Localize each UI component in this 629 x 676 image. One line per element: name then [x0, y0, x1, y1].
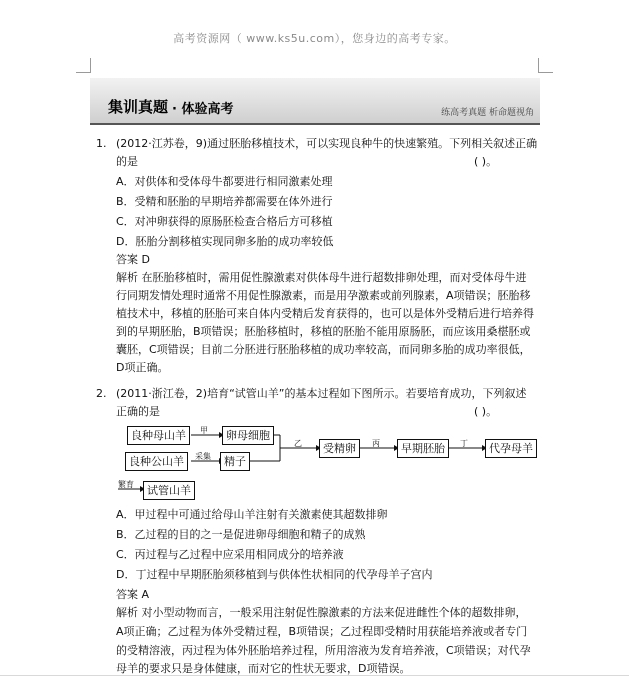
q1-analysis-line: 囊胚，C项错误；目前二分胚进行胚胎移植的成功率较高，而同卵多胎的成功率很低，	[116, 343, 531, 356]
label-birth: 繁育	[118, 480, 134, 489]
q1-stem-line2: 的是	[116, 155, 138, 168]
q1-answer: 答案 D	[116, 253, 150, 266]
box-surrogate: 代孕母羊	[485, 439, 537, 458]
q2-option-a: A．甲过程中可通过给母山羊注射有关激素使其超数排卵	[116, 508, 388, 521]
q1-option-b: B．受精和胚胎的早期培养都需要在体外进行	[116, 195, 333, 208]
label-ding: 丁	[460, 439, 468, 448]
q2-answer: 答案 A	[116, 588, 150, 601]
q1-option-d: D．胚胎分割移植实现同卵多胎的成功率较低	[116, 235, 334, 248]
box-test-tube-goat: 试管山羊	[143, 481, 195, 500]
label-yi: 乙	[294, 439, 302, 448]
section-subtitle: · 体验高考	[172, 102, 234, 117]
label-collect: 采集	[195, 452, 211, 461]
q1-answer-paren: ( )。	[474, 155, 498, 168]
label-jia: 甲	[200, 426, 208, 435]
q1-analysis-line: 解析 在胚胎移植时，需用促性腺激素对供体母牛进行超数排卵处理，而对受体母牛进	[116, 271, 527, 284]
q1-analysis-line: D项正确。	[116, 361, 169, 374]
q2-analysis-line: A项正确；乙过程为体外受精过程，B项错误；乙过程即受精时用获能培养液或者专门	[116, 625, 528, 638]
q1-option-c: C．对冲卵获得的原肠胚检查合格后方可移植	[116, 215, 333, 228]
box-male-goat: 良种公山羊	[125, 452, 188, 471]
q2-stem-line2: 正确的是	[116, 405, 160, 418]
q1-analysis-line: 行同期发情处理时通常不用促性腺激素，而是用孕激素或前列腺素，A项错误；胚胎移	[116, 289, 531, 302]
box-zygote: 受精卵	[319, 439, 360, 458]
box-female-goat: 良种母山羊	[127, 426, 190, 445]
q1-analysis-line: 到的早期胚胎，B项错误；胚胎移植时，移植的胚胎不能用原肠胚，而应该用桑椹胚或	[116, 325, 531, 338]
q1-stem-line1: (2012·江苏卷，9)通过胚胎移植技术，可以实现良种牛的快速繁殖。下列相关叙述正确	[116, 137, 538, 150]
q2-answer-paren: ( )。	[474, 405, 498, 418]
box-sperm: 精子	[220, 452, 250, 471]
q1-analysis-line: 植技术中，移植的胚胎可来自体内受精后发育获得的，也可以是体外受精后进行培养得	[116, 307, 534, 320]
header-right-text: 练高考真题 析命题视角	[441, 108, 534, 118]
q1-option-a: A．对供体和受体母牛都要进行相同激素处理	[116, 175, 333, 188]
q2-option-b: B．乙过程的目的之一是促进卵母细胞和精子的成熟	[116, 528, 366, 541]
q2-analysis-line: 母羊的要求只是身体健康，而对它的性状无要求，D项错误。	[116, 662, 411, 675]
box-early-embryo: 早期胚胎	[397, 439, 449, 458]
q2-option-c: C．丙过程与乙过程中应采用相同成分的培养液	[116, 548, 344, 561]
q1-number: 1.	[96, 137, 107, 150]
source-banner: 高考资源网（ www.ks5u.com），您身边的高考专家。	[173, 32, 456, 45]
q2-stem-line1: (2011·浙江卷，2)培育“试管山羊”的基本过程如下图所示。若要培育成功，下列叙述	[116, 387, 527, 400]
q2-option-d: D．丁过程中早期胚胎须移植到与供体性状相同的代孕母羊子宫内	[116, 568, 433, 581]
q2-analysis-line: 的受精溶液，丙过程为体外胚胎培养过程，所用溶液为发育培养液，C项错误；对代孕	[116, 644, 531, 657]
q2-number: 2.	[96, 387, 107, 400]
section-title: 集训真题	[108, 98, 169, 116]
label-bing: 丙	[372, 439, 380, 448]
box-oocyte: 卵母细胞	[222, 426, 274, 445]
q2-analysis-line: 解析 对小型动物而言，一般采用注射促性腺激素的方法来促进雌性个体的超数排卵，	[116, 606, 527, 619]
